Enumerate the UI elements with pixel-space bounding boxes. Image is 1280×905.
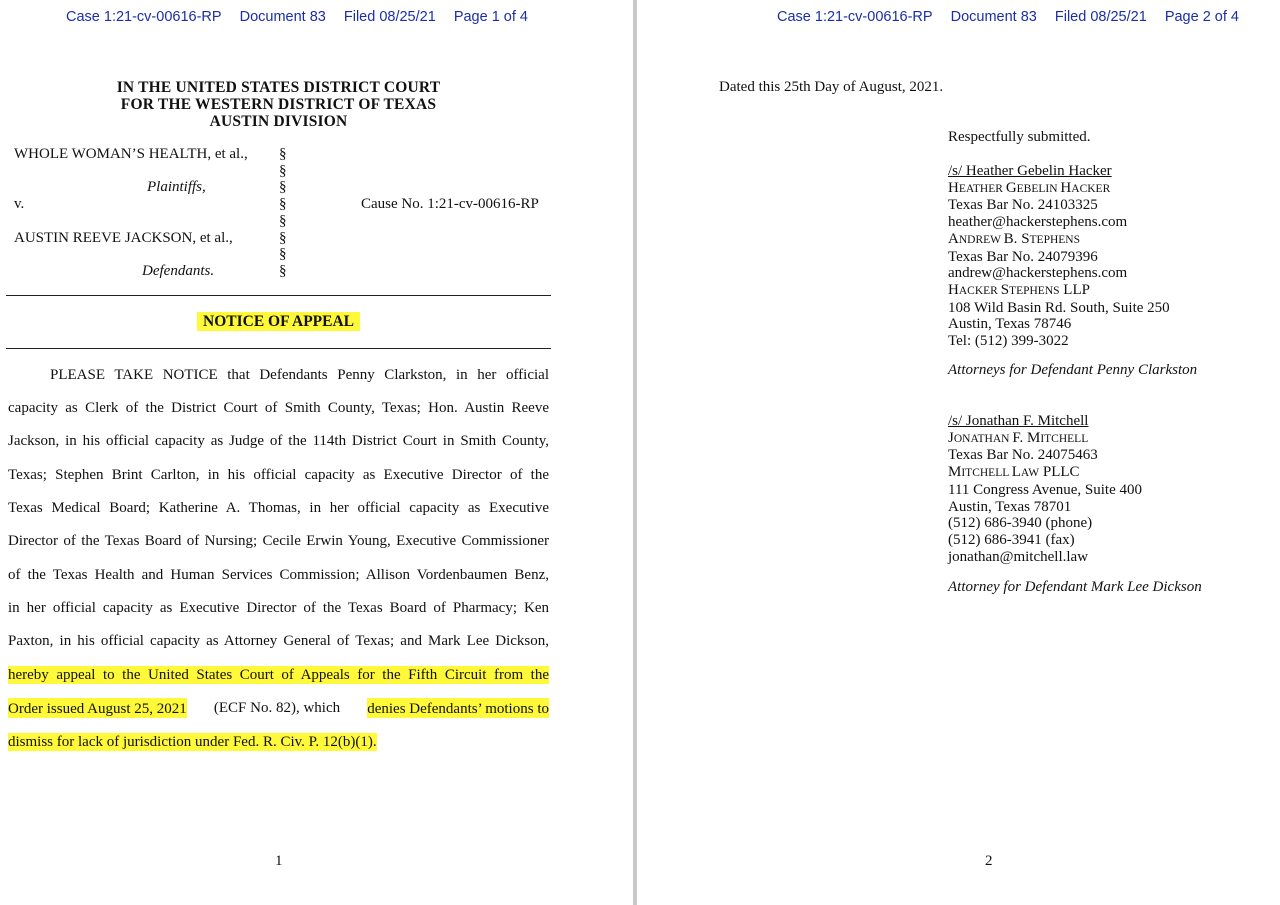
filed-date: Filed 08/25/21 xyxy=(1054,9,1147,25)
section-symbol: § xyxy=(279,213,287,229)
phone: (512) 686-3940 (phone) xyxy=(948,515,1093,532)
body-line: in her official capacity as Executive Director of the Texas Board of Pharmacy; Ken xyxy=(8,600,549,616)
case-number: Case 1:21-cv-00616-RP xyxy=(777,9,933,25)
page-number: 2 xyxy=(985,853,993,869)
plaintiff-name: WHOLE WOMAN’S HEALTH, et al., xyxy=(14,146,248,162)
highlighted-line xyxy=(8,732,549,752)
body-line: Texas Medical Board; Katherine A. Thomas, in her official capacity as Executive xyxy=(8,500,549,516)
email: heather@hackerstephens.com xyxy=(948,214,1128,231)
telephone: Tel: (512) 399-3022 xyxy=(948,333,1069,350)
document-number: Document 83 xyxy=(950,9,1037,25)
filed-date: Filed 08/25/21 xyxy=(343,9,436,25)
signature-block-1 xyxy=(948,163,1170,350)
email: jonathan@mitchell.law xyxy=(948,548,1089,565)
highlighted-line xyxy=(8,665,549,685)
document-title xyxy=(0,313,557,331)
body-line: PLEASE TAKE NOTICE that Defendants Penny Clarkston, in her official xyxy=(50,367,549,383)
ecf-header-stamp xyxy=(66,9,542,25)
address: 111 Congress Avenue, Suite 400 xyxy=(948,481,1143,498)
section-symbol: § xyxy=(279,179,287,195)
body-line: Texas; Stephen Brint Carlton, in his official capacity as Executive Director of the xyxy=(8,467,549,483)
plain-text: (ECF No. 82), which xyxy=(210,700,344,716)
body-line: Paxton, in his official capacity as Attorney General of Texas; and Mark Lee Dickson, xyxy=(8,633,549,649)
case-number: Case 1:21-cv-00616-RP xyxy=(66,9,222,25)
caption-rule-top xyxy=(6,295,551,296)
ecf-header-stamp xyxy=(777,9,1253,25)
section-symbol: § xyxy=(279,163,287,179)
section-symbol: § xyxy=(279,246,287,262)
section-symbol: § xyxy=(279,230,287,246)
email: andrew@hackerstephens.com xyxy=(948,265,1128,282)
city: Austin, Texas 78746 xyxy=(948,316,1072,333)
cause-number: Cause No. 1:21-cv-00616-RP xyxy=(361,196,539,212)
e-signature: /s/ Jonathan F. Mitchell xyxy=(948,413,1089,429)
attorney-name: JONATHAN F. MITCHELL xyxy=(948,429,1089,446)
bar-number: Texas Bar No. 24103325 xyxy=(948,197,1098,214)
highlight: denies Defendants’ motions to xyxy=(367,698,549,718)
bar-number: Texas Bar No. 24075463 xyxy=(948,447,1098,464)
versus: v. xyxy=(14,196,25,212)
document-page-1 xyxy=(0,0,633,905)
bar-number: Texas Bar No. 24079396 xyxy=(948,248,1098,265)
section-symbol: § xyxy=(279,263,287,279)
highlighted-line xyxy=(8,698,549,718)
highlight: Order issued August 25, 2021 xyxy=(8,698,187,718)
document-page-2 xyxy=(637,0,1280,905)
firm-name: MITCHELL LAW PLLC xyxy=(948,464,1080,481)
attorney-name: ANDREW B. STEPHENS xyxy=(948,230,1081,247)
plaintiffs-label: Plaintiffs, xyxy=(147,179,206,195)
court-heading xyxy=(0,79,557,130)
signature-block-2 xyxy=(948,413,1142,565)
respectfully-submitted: Respectfully submitted. xyxy=(948,129,1091,145)
body-line: Director of the Texas Board of Nursing; Cecile Erwin Young, Executive Commissioner xyxy=(8,533,549,549)
defendant-name: AUSTIN REEVE JACKSON, et al., xyxy=(14,230,233,246)
attorney-name: HEATHER GEBELIN HACKER xyxy=(948,179,1111,196)
court-line-2: FOR THE WESTERN DISTRICT OF TEXAS xyxy=(120,96,437,113)
title-highlight: NOTICE OF APPEAL xyxy=(197,312,360,331)
document-number: Document 83 xyxy=(239,9,326,25)
body-line: Jackson, in his official capacity as Judge of the 114th District Court in Smith County, xyxy=(8,433,549,449)
court-line-1: IN THE UNITED STATES DISTRICT COURT xyxy=(116,79,441,96)
body-line: capacity as Clerk of the District Court of Smith County, Texas; Hon. Austin Reeve xyxy=(8,400,549,416)
highlight: dismiss for lack of jurisdiction under Fed. R. Civ. P. 12(b)(1). xyxy=(8,734,377,750)
fax: (512) 686-3941 (fax) xyxy=(948,531,1075,548)
body-line: of the Texas Health and Human Services Commission; Allison Vordenbaumen Benz, xyxy=(8,567,549,583)
highlight: hereby appeal to the United States Court of Appeals for the Fifth Circuit from the xyxy=(8,667,549,683)
section-symbol: § xyxy=(279,146,287,162)
page-number: 1 xyxy=(275,853,283,869)
defendants-label: Defendants. xyxy=(142,263,215,279)
page-indicator: Page 2 of 4 xyxy=(1164,9,1239,25)
city: Austin, Texas 78701 xyxy=(948,498,1072,515)
attorney-for-label: Attorney for Defendant Mark Lee Dickson xyxy=(948,579,1202,595)
page-indicator: Page 1 of 4 xyxy=(453,9,528,25)
address: 108 Wild Basin Rd. South, Suite 250 xyxy=(948,299,1170,316)
court-line-3: AUSTIN DIVISION xyxy=(209,113,348,130)
caption-rule-bottom xyxy=(6,348,551,349)
firm-name: HACKER STEPHENS LLP xyxy=(948,281,1090,298)
dated-line: Dated this 25th Day of August, 2021. xyxy=(719,79,944,95)
e-signature: /s/ Heather Gebelin Hacker xyxy=(948,163,1112,179)
attorneys-for-label: Attorneys for Defendant Penny Clarkston xyxy=(948,362,1198,378)
section-symbol: § xyxy=(279,196,287,212)
